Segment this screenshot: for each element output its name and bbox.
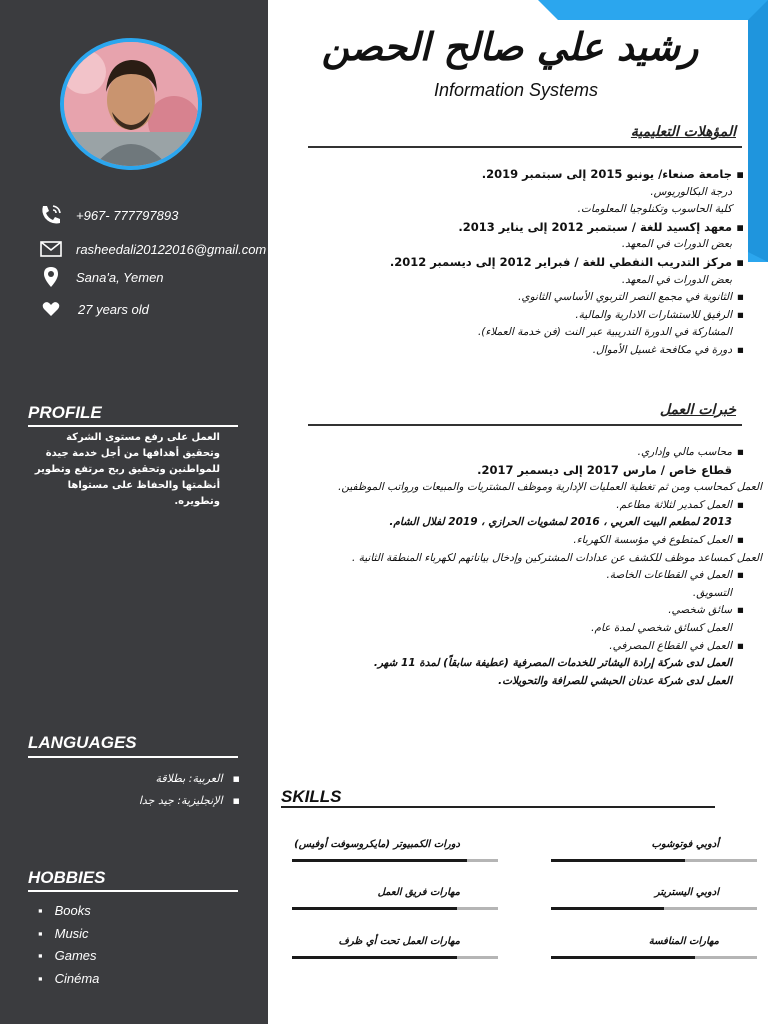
- experience-entry: ▪ سائق شخصي.: [290, 602, 762, 620]
- heart-icon: [36, 298, 66, 320]
- job-title: Information Systems: [433, 80, 599, 100]
- location-pin-icon: [36, 266, 66, 288]
- phone-icon: [36, 204, 66, 226]
- skill-bar: [551, 956, 757, 959]
- education-detail: بعض الدورات في المعهد.: [621, 273, 732, 286]
- hobbies-divider: [28, 890, 238, 892]
- experience-entry: ▪ العمل في القطاع المصرفي.: [290, 638, 762, 656]
- skill-label: مهارات فريق العمل: [377, 887, 460, 898]
- contact-phone: [36, 204, 178, 226]
- experience-entry: ▪ العمل في القطاعات الخاصة.: [290, 567, 762, 585]
- profile-text: العمل على رفع مستوى الشركة وتحقيق أهدافها من أجل خدمة جيدة للمواطنين وتحقيق ربح مرتفع وتطوير أنظمتها والحفاظ على مستواها وتطويره.: [34, 432, 220, 507]
- skill-bar-fill: [292, 956, 457, 959]
- skill-label: مهارات المنافسة: [648, 936, 719, 947]
- language-item: ▪ العربية: بطلاقة: [60, 768, 240, 790]
- skill-item: [551, 935, 757, 959]
- education-entry: ▪ مركز التدريب النفطي للغة / فبراير 2012 إلى ديسمبر 2012.: [290, 254, 762, 272]
- experience-detail: 2013 لمطعم البيت العربي ، 2016 لمشويات الحرازي ، 2019 لفلال الشام.: [389, 516, 732, 529]
- skill-label: ادوبي اليستريتر: [654, 887, 719, 898]
- experience-heading: خبرات العمل: [659, 402, 736, 418]
- experience-detail: العمل لدى شركة عدنان الحبشي للصرافة والتحويلات.: [498, 674, 732, 687]
- education-entry: ▪ الثانوية في مجمع النصر التربوي الأساسي الثانوي.: [290, 289, 762, 307]
- skill-item: [292, 886, 498, 910]
- hobby-item: ▪ Cinéma: [38, 968, 99, 991]
- contact-email: [36, 238, 266, 260]
- envelope-icon: [36, 238, 66, 260]
- sidebar: [0, 0, 268, 1024]
- education-detail: كلية الحاسوب وتكنلوجيا المعلومات.: [577, 203, 732, 216]
- skill-bar-fill: [292, 859, 467, 862]
- skill-bar-fill: [551, 859, 685, 862]
- experience-detail: العمل كسائق شخصي لمدة عام.: [591, 621, 732, 634]
- education-detail: درجة البكالوريوس.: [650, 185, 732, 198]
- experience-detail: العمل كمساعد موظف للكشف عن عدادات المشتركين وإدخال بياناتهم لكهرباء المنطقة الثانية .: [351, 551, 762, 564]
- education-entry: ▪ دورة في مكافحة غسيل الأموال.: [290, 342, 762, 360]
- experience-detail: العمل كمحاسب ومن ثم تغطية العمليات الإدارية وموظف المشتريات والمبيعات ورواتب الموظفين.: [338, 481, 762, 494]
- skill-bar: [551, 859, 757, 862]
- phone-number: +967- 777797893: [76, 207, 179, 223]
- skills-divider: [281, 806, 715, 808]
- skill-bar-fill: [551, 907, 664, 910]
- education-entry: ▪ جامعة صنعاء/ يونيو 2015 إلى سبتمبر 2019.: [290, 166, 762, 184]
- skill-bar: [292, 907, 498, 910]
- education-divider: [308, 146, 742, 148]
- experience-detail: العمل لدى شركة إرادة اليشاتر للخدمات المصرفية (عطيفة سابقاً) لمدة 11 شهر.: [373, 657, 732, 670]
- skill-bar: [551, 907, 757, 910]
- education-entry: ▪ معهد إكسيد للغة / سبتمبر 2012 إلى يناير 2013.: [290, 219, 762, 237]
- skill-label: مهارات العمل تحت أي ظرف: [338, 936, 460, 947]
- skill-bar-fill: [292, 907, 457, 910]
- hobby-item: ▪ Books: [38, 900, 99, 923]
- education-list: [290, 166, 762, 360]
- experience-divider: [308, 424, 742, 426]
- education-detail: بعض الدورات في المعهد.: [621, 238, 732, 251]
- profile-photo: [60, 38, 202, 170]
- skill-item: [292, 935, 498, 959]
- skills-heading: SKILLS: [281, 787, 342, 806]
- experience-entry: ▪ العمل كمتطوع في مؤسسة الكهرباء.: [290, 532, 762, 550]
- languages-heading: LANGUAGES: [28, 733, 137, 752]
- language-item: ▪ الإنجليزية: جيد جدا: [60, 790, 240, 812]
- profile-divider: [28, 425, 238, 427]
- skill-bar-fill: [551, 956, 695, 959]
- skill-label: أدوبي فوتوشوب: [651, 839, 719, 850]
- skill-bar: [292, 859, 498, 862]
- experience-list: [290, 444, 762, 690]
- email-address: rasheedali20122016@gmail.com: [76, 241, 267, 257]
- education-entry: ▪ الرفيق للاستشارات الادارية والمالية.: [290, 307, 762, 325]
- skill-item: [551, 886, 757, 910]
- hobby-item: ▪ Music: [38, 923, 99, 946]
- skill-label: دورات الكمبيوتر (مايكروسوفت أوفيس): [294, 839, 460, 850]
- hobbies-list: [38, 900, 99, 990]
- skill-item: [551, 838, 757, 862]
- experience-entry: ▪ محاسب مالي وإداري.: [290, 444, 762, 462]
- contact-age: [36, 298, 149, 320]
- education-detail: المشاركة في الدورة التدريبية عبر النت (فن خدمة العملاء).: [477, 326, 732, 339]
- experience-detail: قطاع خاص / مارس 2017 إلى ديسمبر 2017.: [477, 462, 732, 477]
- experience-entry: ▪ العمل كمدير لثلاثة مطاعم.: [290, 497, 762, 515]
- languages-divider: [28, 756, 238, 758]
- skill-item: [292, 838, 498, 862]
- hobbies-heading: HOBBIES: [28, 868, 106, 887]
- education-heading: المؤهلات التعليمية: [630, 124, 736, 140]
- skill-bar: [292, 956, 498, 959]
- full-name: رشيد علي صالح الحصن: [321, 24, 699, 69]
- age-text: 27 years old: [78, 301, 149, 317]
- hobby-item: ▪ Games: [38, 945, 99, 968]
- contact-location: [36, 266, 164, 288]
- languages-list: [60, 768, 240, 812]
- location-text: Sana'a, Yemen: [76, 269, 164, 285]
- profile-heading: PROFILE: [28, 403, 102, 422]
- experience-detail: التسويق.: [692, 586, 732, 599]
